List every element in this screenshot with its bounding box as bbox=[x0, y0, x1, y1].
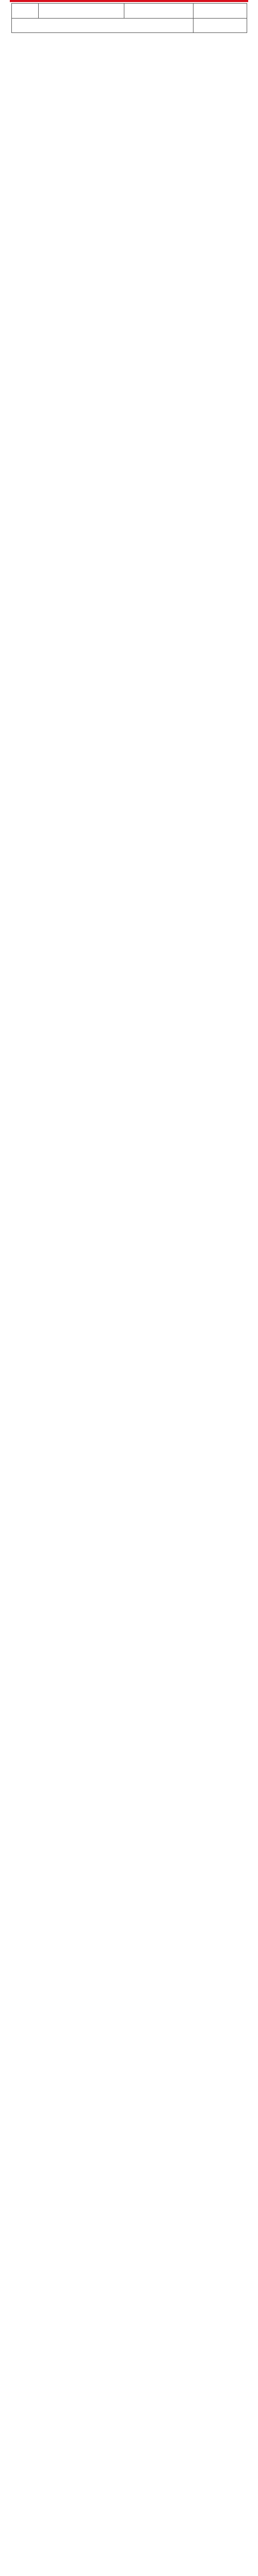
total-area bbox=[194, 19, 247, 33]
header-area bbox=[194, 4, 247, 19]
table-header-row bbox=[12, 4, 247, 19]
header-no bbox=[12, 4, 39, 19]
total-row bbox=[12, 19, 247, 33]
total-label bbox=[12, 19, 194, 33]
logistics-table bbox=[11, 3, 247, 33]
document bbox=[11, 3, 247, 33]
header-location bbox=[124, 4, 194, 19]
highlight-frame bbox=[10, 0, 248, 2]
header-name bbox=[39, 4, 124, 19]
